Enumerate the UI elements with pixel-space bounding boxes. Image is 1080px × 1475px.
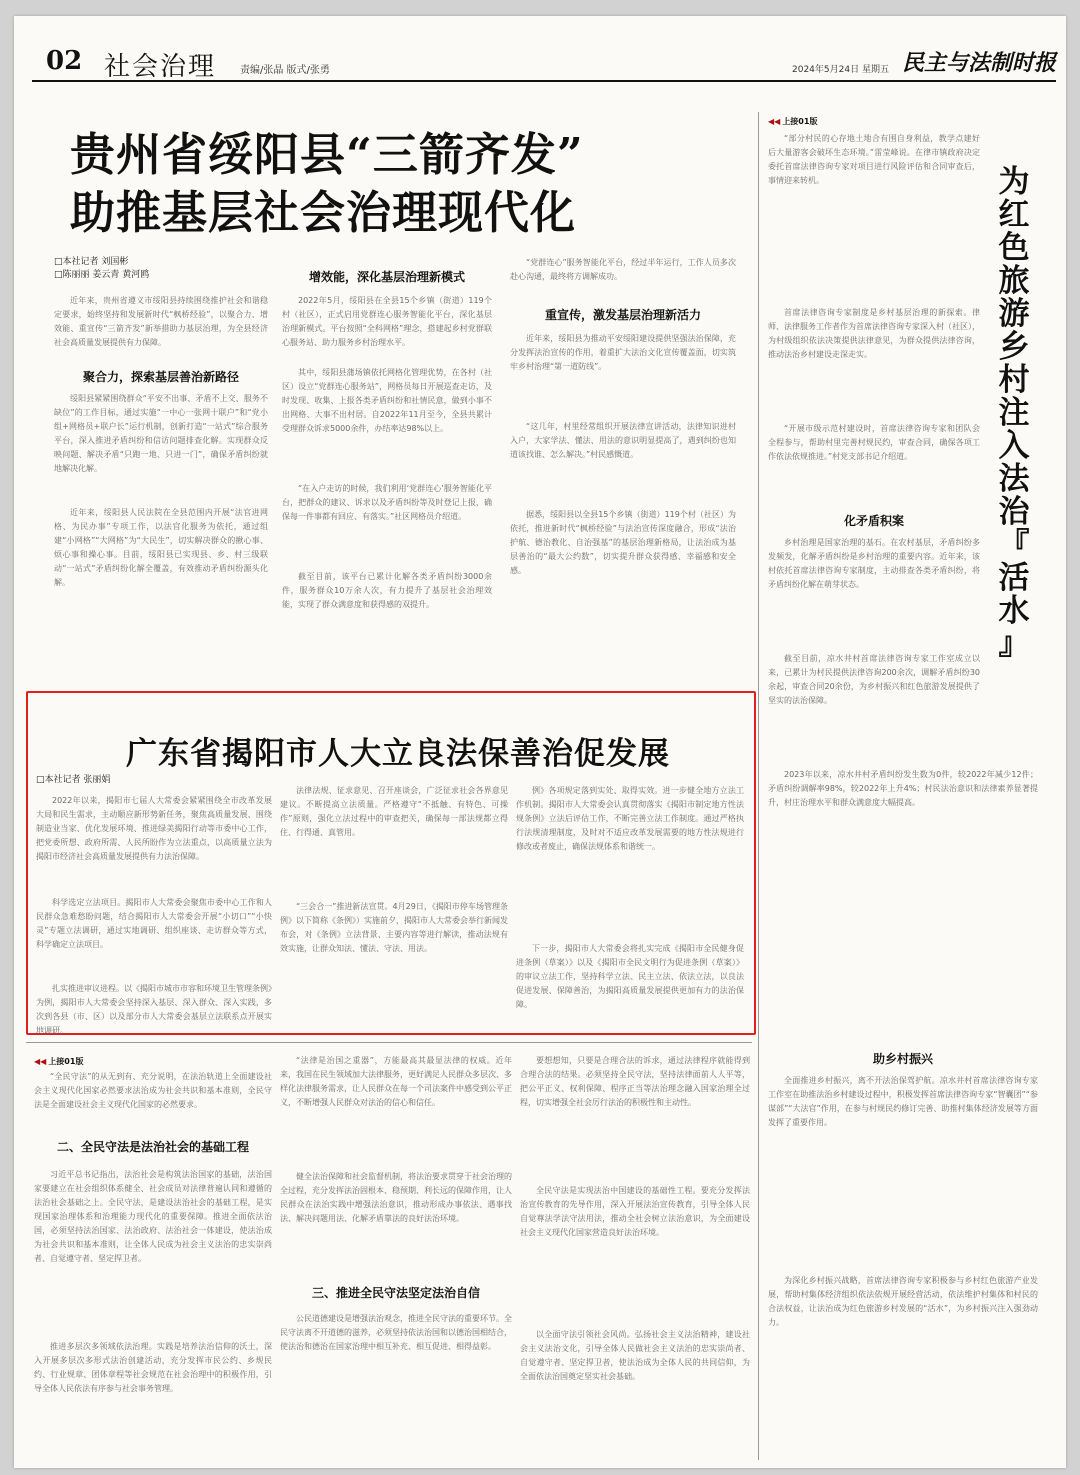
article1-col3-para: “这几年，村里经常组织开展法律宣讲活动，法律知识进村入户，大家学法、懂法、用法的意识明显提高了，遇到纠纷也知道该找谁、怎么解决。”村民感慨道。 (510, 422, 736, 459)
article1-col2-para: “在入户走访的时候，我们利用‘党群连心’服务智能化平台，把群众的建议、诉求以及矛盾纠纷等及时登记上报，确保每一件事都有回应、有落实。”社区网格员介绍道。 (282, 484, 492, 521)
headline-char: 旅 (998, 263, 1030, 299)
article1-subhead-1: 聚合力，探索基层善治新路径 (82, 370, 239, 384)
article2-para: “开展市级示范村建设时，首席法律咨询专家和团队会全程参与，帮助村里完善村规民约，审查合同，确保各项工作依法依规推进。”村党支部书记介绍道。 (768, 424, 980, 461)
article4-subhead-2: 三、推进全民守法坚定法治自信 (311, 1286, 480, 1300)
article4-col1-para: 推进多层次多领域依法治理。实践是培养法治信仰的沃土，深入开展多层次多形式法治创建活动，充分发挥市民公约、乡规民约、行业规章、团体章程等社会规范在社会治理中的积极作用，引导全体人民依法有序参与社会事务管理。 (34, 1342, 272, 1393)
article1-col1-para: 近年来，贵州省遵义市绥阳县持续围绕推护社会和谐稳定要求，始终坚持和发展新时代“枫桥经验”，以聚合力、增效能、重宣传“三箭齐发”新举措助力基层治理，为全县经济社会高质量发展提供有力保障。 (54, 296, 268, 347)
article2-para: 2023年以来，凉水井村矛盾纠纷发生数为0件，较2022年减少12件；矛盾纠纷调解率98%，较2022年上升4%；村民法治意识和法律素养显著提升，村庄治理水平和群众满意度大幅提高。 (768, 770, 1038, 807)
byline-line: □陈丽丽 姜云青 黄河鸥 (54, 270, 150, 280)
article2-continued-tag (768, 116, 817, 127)
article1-col1-para: 近年来，绥阳县人民法院在全县范围内开展“法官进网格、为民办事”专项工作，以法官化服务为依托，通过组建“小网格”“大网格”为“大民生”，切实解决群众的揪心事、烦心事和操心事。目前，绥阳县已实现县、乡、村三级联动“一站式”矛盾纠纷化解全覆盖，有效推动矛盾纠纷源头化解。 (54, 508, 268, 587)
headline-char: 水 (998, 593, 1030, 629)
article4-col3-para: 全民守法是实现法治中国建设的基础性工程。要充分发挥法治宣传教育的先导作用，深入开展法治宣传教育，引导全体人民自觉尊法学法守法用法，推动全社会树立法治意识，为全面建设社会主义现代化国家营造良好法治环境。 (520, 1186, 750, 1237)
article2-para: 全面推进乡村振兴，离不开法治保驾护航。凉水井村首席法律咨询专家工作室在助推法治乡村建设过程中，积极发挥首席法律咨询专家“智囊团”“参谋部”“大法官”作用，在参与村规民约修订完善、助推村集体经济发展等方面发挥了重要作用。 (768, 1076, 1038, 1127)
continued-label: 上接01版 (48, 1057, 84, 1066)
headline-char: 法 (998, 461, 1030, 497)
headline-char: 治 (998, 494, 1030, 530)
column-divider (758, 112, 759, 1460)
article3-col1-para: 2022年以来，揭阳市七届人大常委会紧紧围绕全市改革发展大局和民生需求，主动顺应新形势新任务，聚焦高质量发展、围绕制造业当家、优化发展环境、推进绿美揭阳行动等市委中心工作，把党委所想、政府所需、人民所盼作为立法重点，以高质量立法为揭阳市经济社会高质量发展提供有力法治保障。 (36, 796, 272, 861)
article1-byline (54, 256, 149, 282)
headline-char: 入 (998, 428, 1030, 464)
continued-marker-icon: ◀◀ (34, 1057, 47, 1066)
article3-col2-para: 法律法规、征求意见、召开座谈会，广泛征求社会各界意见建议。不断提高立法质量。严格遵守“不抵触、有特色、可操作”原则，强化立法过程中的审查把关，确保每一部法规都立得住、行得通、真管用。 (280, 786, 508, 837)
article4-col2-para: 健全法治保障和社会监督机制，将法治要求贯穿于社会治理的全过程，充分发挥法治固根本、稳预期、利长远的保障作用，让人民群众在法治实践中增强法治意识，推动形成办事依法、遇事找法、解决问题用法、化解矛盾靠法的良好法治环境。 (280, 1172, 512, 1223)
headline-char: 『 (998, 527, 1030, 563)
article4-col2-para: 公民道德建设是增强法治观念，推进全民守法的重要环节。全民守法离不开道德的滋养，必须坚持依法治国和以德治国相结合，使法治和德治在国家治理中相互补充、相互促进、相得益彰。 (280, 1314, 512, 1351)
article4-lead: “全民守法”的从无到有、充分说明，在法治轨道上全面建设社会主义现代化国家必然要求法治成为社会共识和基本准则，全民守法是全面建设社会主义现代化国家的必然要求。 (34, 1072, 272, 1109)
issue-date: 2024年5月24日 星期五 (792, 65, 889, 75)
article3-col3-para: 例》各项规定落到实处、取得实效。进一步健全地方立法工作机制。揭阳市人大常委会认真贯彻落实《揭阳市制定地方性法规条例》立法后评估工作，不断完善立法工作制度。通过严格执行法规清理制度，及时对不适应改革发展需要的地方性法规进行修改或者废止，确保法规体系和谐统一。 (516, 786, 744, 851)
article1-subhead-3: 重宣传，激发基层治理新活力 (544, 308, 701, 322)
headline-char: 色 (998, 230, 1030, 266)
newspaper-page (14, 16, 1066, 1468)
headline-char: 乡 (998, 329, 1030, 365)
article4-col3-para: 以全面守法引领社会风尚。弘扬社会主义法治精神，建设社会主义法治文化，引导全体人民做社会主义法治的忠实崇尚者、自觉遵守者、坚定捍卫者，使法治成为全体人民的共同信仰，为全面依法治国奠定坚实社会基础。 (520, 1330, 750, 1381)
article2-vertical-headline (992, 166, 1036, 661)
page-number: 02 (46, 46, 83, 76)
article2-para: 乡村治理是国家治理的基石。在农村基层，矛盾纠纷多发频发，化解矛盾纠纷是乡村治理的重要内容。近年来，该村依托首席法律咨询专家制度，主动排查各类矛盾纠纷，将矛盾纠纷化解在萌芽状态。 (768, 538, 980, 589)
article4-col3-para: 要想想知，只要是合理合法的诉求，通过法律程序就能得到合理合法的结果。必须坚持全民守法，坚持法律面前人人平等，把公平正义、权利保障、程序正当等法治理念融入国家治理全过程，切实增强全社会厉行法治的积极性和主动性。 (520, 1056, 750, 1107)
headline-char: 』 (998, 626, 1030, 662)
article4-subhead-1: 二、全民守法是法治社会的基础工程 (56, 1140, 249, 1154)
article1-headline (70, 126, 630, 242)
article3-byline: □本社记者 张丽娟 (36, 775, 111, 785)
article1-title-line1: 贵州省绥阳县“三箭齐发” (70, 128, 584, 181)
headline-char: 注 (998, 395, 1030, 431)
article3-col3-para: 下一步，揭阳市人大常委会将扎实完成《揭阳市全民健身促进条例（草案）》以及《揭阳市全民文明行为促进条例（草案）》的审议立法工作，坚持科学立法、民主立法、依法立法，以良法促进发展、保障善治，为揭阳高质量发展提供更加有力的法治保障。 (516, 944, 744, 1009)
article1-subhead-2: 增效能，深化基层治理新模式 (308, 270, 465, 284)
article1-col3-para: 近年来，绥阳县为推动平安绥阳建设提供坚强法治保障，充分发挥法治宣传的作用，着重扩大法治文化宣传覆盖面，切实筑牢乡村治理“第一道防线”。 (510, 334, 736, 371)
article3-col1-para: 科学选定立法项目。揭阳市人大常委会聚焦市委中心工作和人民群众急难愁盼问题，结合揭阳市人大常委会开展“小切口”“小快灵”专题立法调研，通过实地调研、组织座谈、走访群众等方式，科学确定立法项目。 (36, 898, 272, 949)
masthead (32, 44, 1056, 82)
article2-subhead-1: 化矛盾积案 (843, 514, 904, 528)
article4-col1-para: 习近平总书记指出，法治社会是构筑法治国家的基础，法治国家要建立在社会组织体系健全、社会成员对法律普遍认同和遵循的法治社会基础之上。全民守法，是建设法治社会的基础工程，是实现国家治理体系和治理能力现代化的重要保障。推进全面依法治国，必须坚持法治国家、法治政府、法治社会一体建设，使法治成为社会共识和基本准则，让全体人民成为社会主义法治的忠实崇尚者、自觉遵守者、坚定捍卫者。 (34, 1170, 272, 1263)
headline-char: 红 (998, 197, 1030, 233)
article1-col2-para: 2022年5月，绥阳县在全县15个乡镇（街道）119个村（社区），正式启用党群连心服务智能化平台，深化基层治理新模式。平台按照“全科网格”理念，搭建起乡村党群联心服务站、助力服务乡村治理水平。 (282, 296, 492, 347)
article1-col1-para: 绥阳县紧紧围绕群众“平安不出事、矛盾不上交、服务不缺位”的工作目标，通过实施“一中心一张网十联户”和“党小组+网格员+联户长”运行机制，创新打造“一站式”综合服务平台，深入推进矛盾纠纷和信访问题排查化解。实现群众反映问题、解决矛盾“只跑一地、只进一门”，确保矛盾纠纷就地解决化解。 (54, 394, 268, 473)
article4-continued-tag (34, 1056, 83, 1067)
article2-para: 首席法律咨询专家制度是乡村基层治理的新探索。律师、法律服务工作者作为首席法律咨询专家深入村（社区），为村级组织依法决策提供法律意见，为群众提供法律咨询，推动法治乡村建设走深走实。 (768, 308, 980, 359)
article2-para: 截至目前，凉水井村首席法律咨询专家工作室成立以来，已累计为村民提供法律咨询200余次，调解矛盾纠纷30余起，审查合同20余份，为乡村振兴和红色旅游发展提供了坚实的法治保障。 (768, 654, 980, 705)
article2-para: “部分村民的心存地土地合有围自身利益，教学点建好后大量游客会破坏生态环境。”雷莹峰说。在律市镇政府决定委托首席法律咨询专家对项目进行风险评估和合同审查后，事情迎来转机。 (768, 134, 980, 185)
article2-para: 为深化乡村振兴战略，首席法律咨询专家积极参与乡村红色旅游产业发展，帮助村集体经济组织依法依规开展经营活动，依法维护村集体和村民的合法权益，让法治成为红色旅游乡村发展的“活水”，为乡村振兴注入强劲动力。 (768, 1276, 1038, 1327)
article3-headline: 广东省揭阳市人大立良法保善治促发展 (126, 736, 670, 772)
headline-char: 为 (998, 164, 1030, 200)
article1-col2-para: 截至目前，该平台已累计化解各类矛盾纠纷3000余件，服务群众10万余人次，有力提升了基层社会治理效能，实现了群众满意度和获得感的双提升。 (282, 572, 492, 609)
newspaper-logo: 民主与法制时报 (902, 50, 1057, 76)
article4-col2-para: “法律是治国之重器”，方能最高其最显法律的权威。近年来，我国在民生领域加大法律服务，更好满足人民群众多层次、多样化法律服务需求，让人民群众在每一个司法案件中感受到公平正义，不断增强人民群众对法治的信心和信任。 (280, 1056, 512, 1107)
article1-col3-para: “党群连心”服务智能化平台，经过半年运行，工作人员多次赴心沟通，最终将方调解成功。 (510, 258, 736, 281)
continued-marker-icon: ◀◀ (768, 117, 781, 126)
editors-credit: 责编/张晶 版式/张勇 (240, 65, 330, 76)
headline-char: 村 (998, 362, 1030, 398)
section-divider (26, 1042, 752, 1043)
article1-title-line2: 助推基层社会治理现代化 (70, 186, 577, 239)
byline-line: □本社记者 刘国彬 (54, 257, 129, 267)
headline-char: 游 (998, 296, 1030, 332)
section-title: 社会治理 (104, 52, 217, 82)
headline-char: 活 (998, 560, 1030, 596)
article1-col2-para: 其中，绥阳县蒲场镇依托网格化管理优势，在各村（社区）设立“党群连心服务站”，网格员每日开展巡查走访，及时发现、收集、上报各类矛盾纠纷和社情民意，做到小事不出网格、大事不出村居。自2022年11月至今，全县共累计受理群众诉求5000余件，办结率达98%以上。 (282, 368, 492, 433)
article2-subhead-2: 助乡村振兴 (872, 1052, 933, 1066)
article3-col1-para: 扎实推进审议进程。以《揭阳市城市市容和环境卫生管理条例》为例，揭阳市人大常委会坚持深入基层、深入群众、深入实践，多次到各县（市、区）以及部分市人大常委会基层立法联系点开展实地调研。 (36, 984, 272, 1035)
article3-col2-para: “三会合一”推进新法宣贯。4月29日，《揭阳市停车场管理条例》以下简称《条例》）实施前夕，揭阳市人大常委会举行新闻发布会，对《条例》立法背景、主要内容等进行解读，推动法规有效实施，让群众知法、懂法、守法、用法。 (280, 902, 508, 953)
continued-label: 上接01版 (782, 117, 818, 126)
article1-col3-para: 据悉，绥阳县以全县15个乡镇（街道）119个村（社区）为依托，推进新时代“枫桥经验”与法治宣传深度融合，形成“法治护航、德治教化、自治强基”的基层治理新格局，让法治成为基层善治的“最大公约数”，切实提升群众获得感、幸福感和安全感。 (510, 510, 736, 575)
